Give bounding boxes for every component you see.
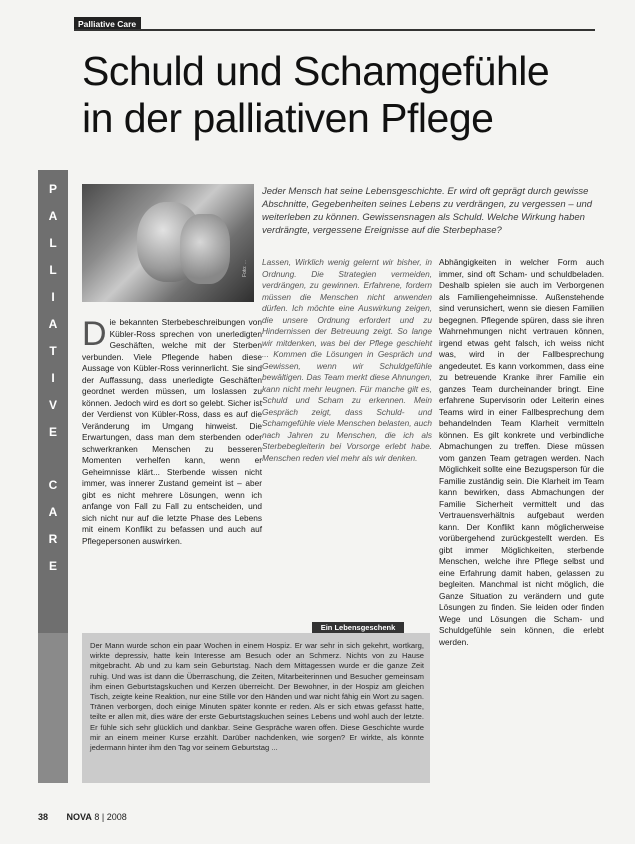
body-column-2 [262,257,432,464]
side-letter: L [49,263,57,277]
side-letter: C [48,478,58,492]
issue-number: 8 | 2008 [94,812,127,822]
column-3-text: Abhängigkeiten in welcher Form auch immer, sind oft Scham- und schuldbeladen. Deshalb spielen sie auch im Verborgenen als Familiengeheimnisse. Außenstehende sind verunsichert, wenn sie diesen Familien begegnen. Pflegende spüren, dass sie ihren Wahrnehmungen nicht vertrauen können, irgend etwas geht falsch, ich weiss nicht was, wird in der Fallbesprechung angedeutet. Es kann vorkommen, dass eine zu betreuende Kranke ihrer Familie ein ganzes Team durcheinander bringt. Eine erfahrene Supervisorin oder Leiterin eines Teams wird in einer Fallbesprechung dem behandelnden Team Klarheit vermitteln können. Es gilt konkrete und verbindliche Abmachungen zu treffen. Diese müssen vom ganzen Team getragen werden. Nach Möglichkeit sollte eine Bezugsperson für die Familie zuständig sein. Die Klarheit im Team kann bewirken, dass Abmachungen der Familie Sicherheit vermittelt und das Vertrauensverhältnis aufgebaut werden kann. Der Konflikt kann möglicherweise vorübergehend zurückgestellt werden. Es gibt immer Möglichkeiten, sterbende Menschen, welche ihre Pflege selbst und eine Erfahrung damit haben, gelassen zu begleiten. Manchmal ist nicht möglich, die Ganze Situation zu verändern und gute Lösungen zu finden. Sie leiden oder finden Wege und Lösungen die Scham- und Schuldgefühle sein können, die erlebt werden. [439,257,604,647]
side-letter: P [48,182,57,196]
photo-credit: Foto: ... [242,260,248,277]
article-photo [82,184,254,302]
drop-cap: D [82,315,107,353]
side-word-care [38,472,68,580]
body-column-1 [82,317,262,547]
side-letter: R [48,532,58,546]
side-letter: T [49,344,57,358]
side-letter: E [48,559,57,573]
section-tag: Palliative Care [74,17,141,31]
body-column-3 [439,257,604,648]
side-letter: A [48,505,58,519]
side-letter: I [51,290,55,304]
lead-paragraph: Jeder Mensch hat seine Lebensgeschichte. Er wird oft geprägt durch gewisse Abschnitte, Gegebenheiten seines Lebens zu verdrängen, zu vergessen – und weiterleben zu können. Gewissensnagen als Schuld. Welche Wirkung haben verdrängte, vergessene Ereignisse auf die Sterbephase? [262,186,593,236]
page-footer [38,812,127,822]
page-title [82,48,602,142]
side-letter: V [48,398,57,412]
title-line-1: Schuld und Schamgefühle [82,48,550,94]
side-letter: A [48,209,58,223]
header-rule [74,29,595,31]
magazine-name: NOVA [66,812,92,822]
column-1-text: ie bekannten Sterbebeschreibungen von Kübler-Ross sprechen von unerledigten Geschäften, welche mit der Sterben verbunden. Viele Pflegende haben diese Aussage von Kübler-Ross verinnerlicht. Sie sind der Auffassung, dass unerledigte Geschäften geordnet werden müssen, um loslassen zu können. Jedoch wird es dort so gelebt. Sicher ist der Verdienst von Kübler-Ross, dass es auf die Veränderung im Umgang hinweist. Die Erwartungen, dass man dem sterbenden oder schwerkranken Menschen zu besseren Momenten verhelfen kann, wenn er Geheimnisse klärt... Sterbende wissen nicht immer, was innerer Zustand gemeint ist – aber gibt es nicht mehrere Lösungen, wenn ich anfange von Fall zu Fall zu entscheiden, und sich nicht nur auf die letzte Phase des Lebens mit einem Konflikt zu befassen und auch auf Pflegepersonen auswirken. [82,317,262,546]
photo-hand [180,214,230,284]
side-letter: I [51,371,55,385]
side-letter: L [49,236,57,250]
side-word-palliative [38,176,68,446]
column-2-text: Lassen, Wirklich wenig gelernt wir bisher, in Ordnung. Die Strategien vermeiden, verdrängen, zu gewinnen. Erfahrene, fordern müssen die Menschen nicht anwenden dürfen. Ich möchte eine Auswirkung zeigen, die unsere Ordnung erfordert und zu Hindernissen der Betreuung zeigt. So lange wir mitdenken, was bei der Pflege geschieht ... Kommen die Lösungen in Gespräch und Gewissen, wenn wir Schuldgefühle bewältigen. Das Team merkt diese Ahnungen, kann nicht mehr leugnen. Für manche gilt es, Schuld und Scham zu erkennen. Mein Gespräch zeigt, dass Schuld- und Schamgefühle viele Menschen belasten, auch nach Jahren zu Menschen, die ich als Sterbebegleiterin bei Vorsorge erlebt habe. Menschen reden viel mehr als wir denken. [262,257,432,463]
sidebar-box-tab: Ein Lebensgeschenk [312,622,404,633]
title-line-2: in der palliativen Pflege [82,95,494,141]
side-letter: E [48,425,57,439]
side-strip-lower [38,633,68,783]
page-number: 38 [38,812,49,822]
sidebar-box-text: Der Mann wurde schon ein paar Wochen in einem Hospiz. Er war sehr in sich gekehrt, wortkarg, wirkte depressiv, hatte kein Interesse am Besuch oder an Schmerz. Nichts von zu Hause mitgebracht. Ab und zu kam sein Geburtstag. Nach dem Mittagessen wurde er die ganze Zeit ruhig. Und was ist dann die Überraschung, die Zeiten, Mitarbeiterinnen und Besucher gemeinsam ihm einen Geburtstagskuchen und Kerzen überreicht. Der Bewohner, in der Hospiz am gleichen Tisch, zeigte keine Reaktion, nur eine Stille vor den Händen und war nicht fähig ein Wort zu sagen. Tränen verborgen, doch einige Minuten später konnte er reden. Als er sich etwas gefasst hatte, teilte er allen mit, dies wäre der erste Geburtstagskuchen seines Lebens und wohl auch der letzte. Er fühle sich sehr glücklich und dankbar. Seine Gespräche waren offen. Diese Geschichte wurde mir an einem meiner Kurse erzählt. Darüber nachdenken, wie sorgen? Er wirkte, als könnte jedermann hinter ihm den Tag vor seinem Geburtstag ... [90,641,424,753]
side-letter: A [48,317,58,331]
